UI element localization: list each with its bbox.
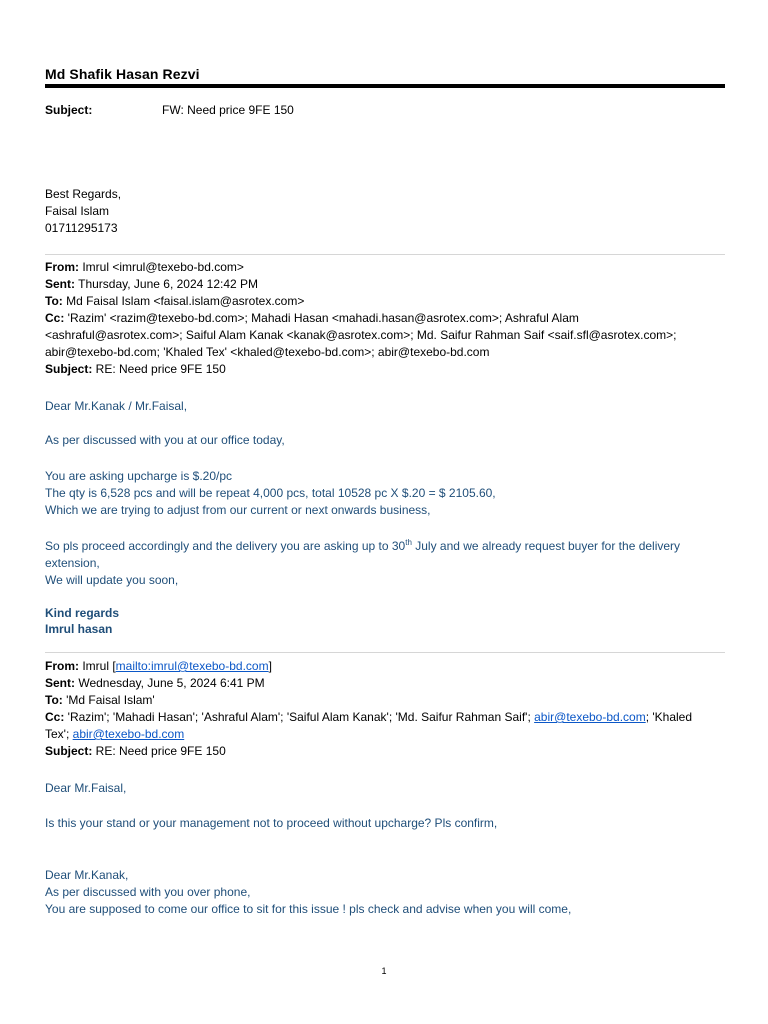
email-1-cc-line-3: abir@texebo-bd.com; 'Khaled Tex' <khaled@texebo-bd.com>; abir@texebo-bd.com bbox=[45, 345, 490, 359]
email-1-from: From: Imrul <imrul@texebo-bd.com> bbox=[45, 260, 244, 274]
email-2-cc-line-2: Tex'; abir@texebo-bd.com bbox=[45, 727, 185, 741]
email-1-para-1: As per discussed with you at our office today, bbox=[45, 433, 285, 447]
email-1-to: To: Md Faisal Islam <faisal.islam@asrotex.com> bbox=[45, 294, 305, 308]
email-1-subject: Subject: RE: Need price 9FE 150 bbox=[45, 362, 226, 376]
email-2-para-2 bbox=[45, 867, 571, 918]
email-2-header bbox=[45, 658, 692, 760]
email-2-cc-link-2[interactable]: abir@texebo-bd.com bbox=[72, 727, 185, 741]
header-rule bbox=[45, 84, 725, 88]
email-separator-2 bbox=[45, 652, 725, 653]
email-1-sent: Sent: Thursday, June 6, 2024 12:42 PM bbox=[45, 277, 259, 291]
email-2-para-1: Is this your stand or your management not to proceed without upcharge? Pls confirm, bbox=[45, 816, 498, 830]
email-2-sent: Sent: Wednesday, June 5, 2024 6:41 PM bbox=[45, 676, 265, 690]
email-2-greeting: Dear Mr.Faisal, bbox=[45, 781, 127, 795]
signature-line-2: Faisal Islam bbox=[45, 204, 110, 218]
email-1-cc: Cc: 'Razim' <razim@texebo-bd.com>; Mahadi Hasan <mahadi.hasan@asrotex.com>; Ashraful Alam bbox=[45, 311, 579, 325]
email-1-greeting: Dear Mr.Kanak / Mr.Faisal, bbox=[45, 399, 188, 413]
forward-subject-row bbox=[45, 103, 294, 117]
top-signature bbox=[45, 186, 121, 237]
email-1-para-2-line-3: Which we are trying to adjust from our current or next onwards business, bbox=[45, 503, 431, 517]
email-1-cc-line-2: <ashraful@asrotex.com>; Saiful Alam Kanak <kanak@asrotex.com>; Md. Saifur Rahman Saif <saif.sfl@asrotex.com>; bbox=[45, 328, 677, 342]
closing-sender-name: Imrul hasan bbox=[45, 622, 113, 636]
email-2-para-2-line-2: You are supposed to come our office to sit for this issue ! pls check and advise when you will come, bbox=[45, 902, 572, 916]
signature-line-3: 01711295173 bbox=[45, 221, 118, 235]
email-2-subject: Subject: RE: Need price 9FE 150 bbox=[45, 744, 226, 758]
document-owner-name: Md Shafik Hasan Rezvi bbox=[45, 66, 200, 82]
email-1-para-2 bbox=[45, 468, 496, 519]
closing-kind-regards: Kind regards bbox=[45, 606, 120, 620]
email-2-greeting-2: Dear Mr.Kanak, bbox=[45, 868, 129, 882]
email-2-from-link[interactable]: mailto:imrul@texebo-bd.com bbox=[115, 659, 269, 673]
email-2-cc-link-1[interactable]: abir@texebo-bd.com bbox=[534, 710, 646, 724]
email-1-header bbox=[45, 259, 677, 378]
email-2-cc: Cc: 'Razim'; 'Mahadi Hasan'; 'Ashraful Alam'; 'Saiful Alam Kanak'; 'Md. Saifur Rahman Saif'; abir@texebo-bd.com; 'Khaled bbox=[45, 710, 693, 724]
email-1-para-3-line-2: extension, bbox=[45, 556, 100, 570]
signature-line-1: Best Regards, bbox=[45, 187, 122, 201]
email-separator-1 bbox=[45, 254, 725, 255]
subject-value: FW: Need price 9FE 150 bbox=[162, 103, 294, 117]
email-1-para-3-line-1: So pls proceed accordingly and the delivery you are asking up to 30th July and we already request buyer for the delivery bbox=[45, 538, 681, 553]
email-1-para-3 bbox=[45, 538, 680, 589]
email-1-para-2-line-2: The qty is 6,528 pcs and will be repeat 4,000 pcs, total 10528 pc X $.20 = $ 2105.60, bbox=[45, 486, 496, 500]
email-1-para-3-line-3: We will update you soon, bbox=[45, 573, 179, 587]
page-number: 1 bbox=[381, 966, 387, 976]
email-2-from: From: Imrul [mailto:imrul@texebo-bd.com] bbox=[45, 659, 272, 673]
email-2-para-2-line-1: As per discussed with you over phone, bbox=[45, 885, 251, 899]
email-1-closing bbox=[45, 605, 119, 637]
email-1-para-2-line-1: You are asking upcharge is $.20/pc bbox=[45, 469, 233, 483]
subject-label: Subject: bbox=[45, 103, 93, 117]
email-2-to: To: 'Md Faisal Islam' bbox=[45, 693, 155, 707]
